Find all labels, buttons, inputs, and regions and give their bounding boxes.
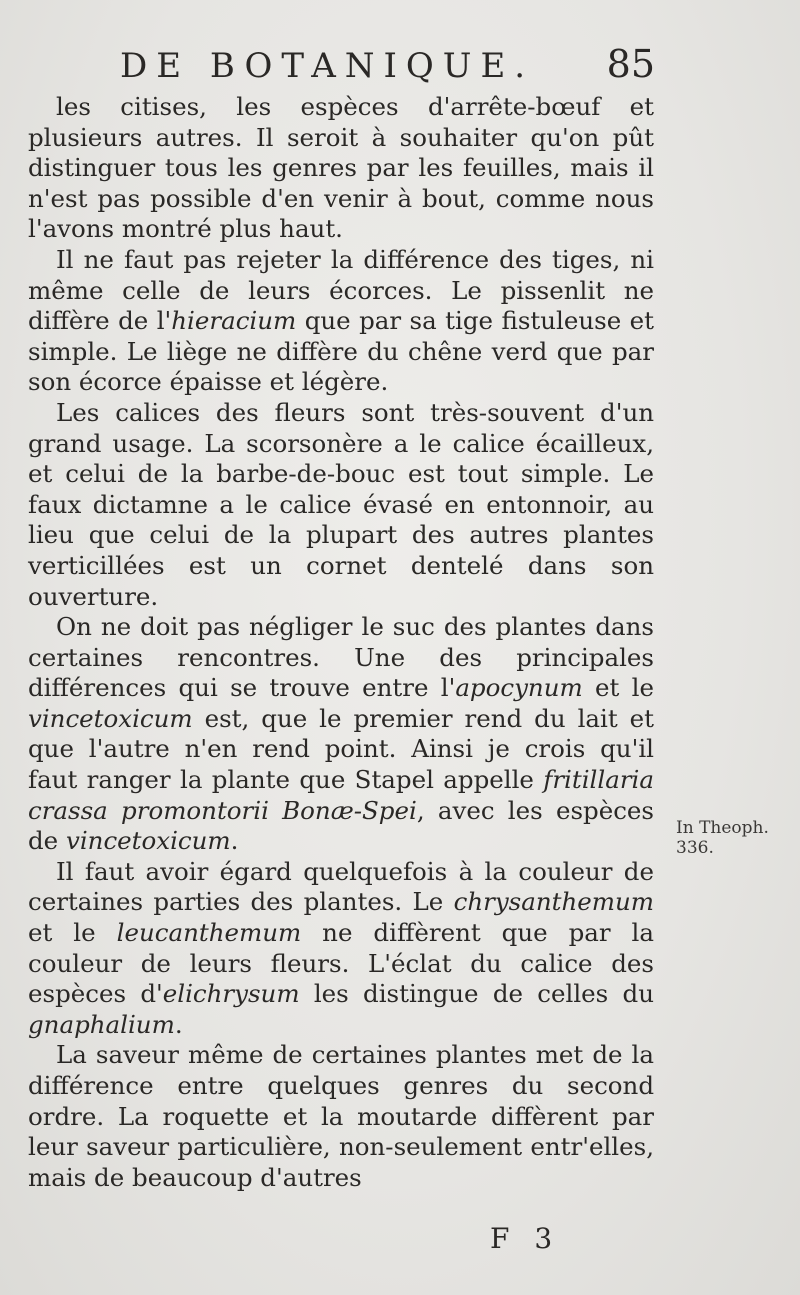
paragraph (28, 398, 654, 612)
text-run: . (230, 826, 239, 856)
text-run: et le (28, 918, 117, 948)
paragraph (28, 245, 654, 398)
paragraph (28, 92, 654, 245)
page-number: 85 (606, 42, 655, 86)
italic-term: fritillaria crassa promontorii Bonæ-Spei (28, 765, 654, 825)
margin-note: In Theoph. 336. (676, 818, 769, 858)
signature-mark: F 3 (490, 1222, 561, 1255)
text-run: que par sa tige fistuleuse et simple. Le liège ne diffère du chêne verd que par son écorce épaisse et légère. (28, 306, 654, 397)
italic-term: leucanthemum (116, 918, 302, 948)
italic-term: vincetoxicum (28, 703, 193, 733)
italic-term: hieracium (171, 306, 297, 336)
text-run: et le (582, 673, 654, 703)
italic-term: chrysanthemum (453, 887, 654, 917)
text-run: les citises, les espèces d'arrête-bœuf et plusieurs autres. Il seroit à souhaiter qu'on pût distinguer tous les genres par les feuilles, mais il n'est pas possible d'en venir à bout, comme nous l'avons montré plus haut. (28, 92, 654, 244)
text-run: les distingue de celles du (299, 979, 654, 1009)
italic-term: vincetoxicum (65, 826, 231, 856)
text-run: La saveur même de certaines plantes met de la différence entre quelques genres du second ordre. La roquette et la moutarde diffèrent par leur saveur particulière, non-seulement entr'elles, mais de beaucoup d'autres (28, 1040, 654, 1192)
text-run: Les calices des fleurs sont très-souvent d'un grand usage. La scorsonère a le calice écailleux, et celui de la barbe-de-bouc est tout simple. Le faux dictamne a le calice évasé en entonnoir, au lieu que celui de la plupart des autres plantes verticillées est un cornet dentelé dans son ouverture. (28, 397, 654, 611)
italic-term: elichrysum (162, 979, 300, 1009)
text-run: On ne doit pas négliger le suc des plantes dans certaines rencontres. Une des principales différences qui se trouve entre l' (28, 612, 654, 703)
page-header (120, 42, 655, 88)
text-run: est, que le premier rend du lait et que l'autre n'en rend point. Ainsi je crois qu'il faut ranger la plante que Stapel appelle (28, 703, 654, 795)
body-text (28, 92, 654, 1193)
italic-term: apocynum (455, 673, 583, 703)
text-run: ne diffèrent que par la couleur de leurs fleurs. L'éclat du calice des espèces d' (28, 918, 654, 1009)
text-run: . (174, 1009, 183, 1039)
paragraph (28, 1040, 654, 1193)
running-title: DE BOTANIQUE. (120, 46, 535, 86)
text-run: , avec les espèces de (28, 795, 654, 856)
text-run: Il ne faut pas rejeter la différence des tiges, ni même celle de leurs écorces. Le pissenlit ne diffère de l' (28, 244, 654, 336)
paragraph (28, 857, 654, 1041)
italic-term: gnaphalium (28, 1009, 175, 1039)
text-run: Il faut avoir égard quelquefois à la couleur de certaines parties des plantes. Le (28, 856, 654, 917)
paragraph (28, 612, 654, 857)
